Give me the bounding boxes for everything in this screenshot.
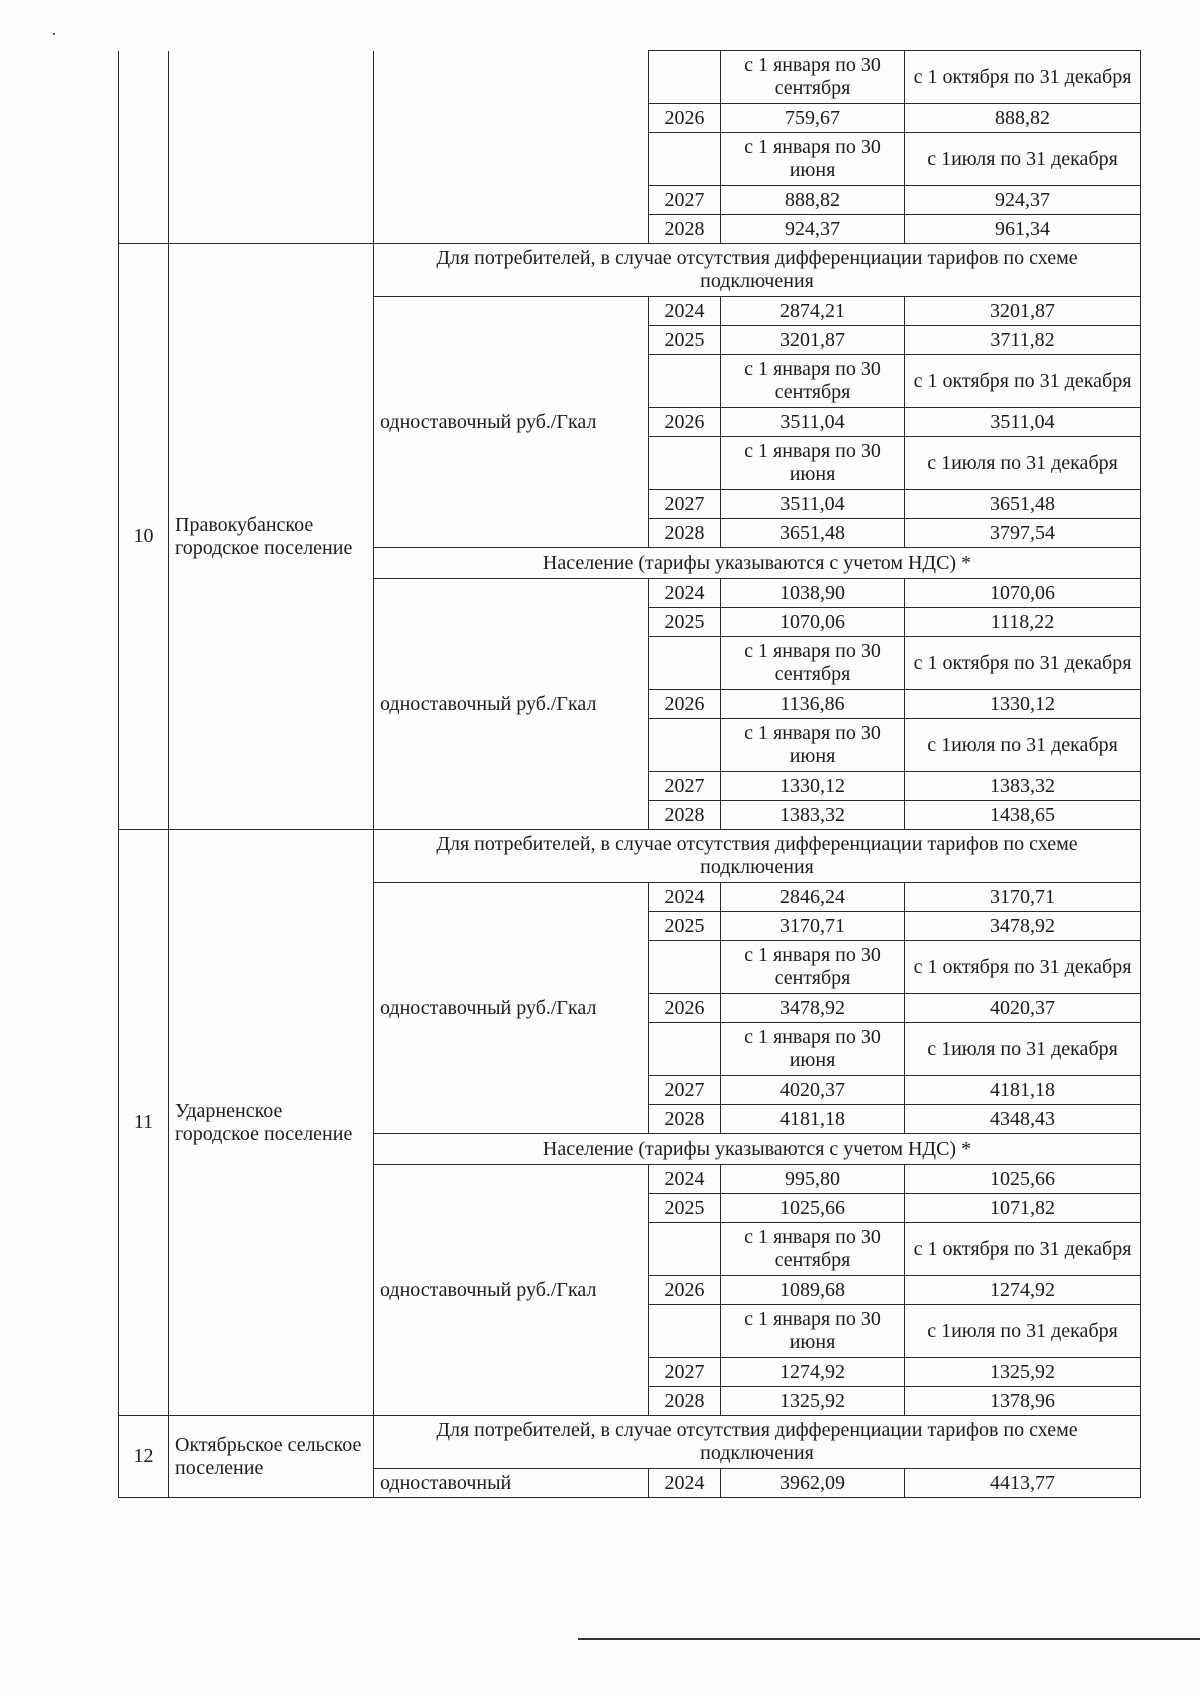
tariff-value-1: 1089,68: [721, 1276, 905, 1305]
tariff-value-2: 3511,04: [905, 408, 1141, 437]
row-index: 11: [119, 830, 169, 1416]
period-label-1: с 1 января по 30 сентября: [721, 355, 905, 408]
year-cell: 2027: [649, 490, 721, 519]
tariff-value-2: 3201,87: [905, 297, 1141, 326]
tariff-type: одноставочный: [374, 1469, 649, 1498]
year-cell: 2028: [649, 519, 721, 548]
year-cell-empty: [649, 1023, 721, 1076]
period-label-1: с 1 января по 30 сентября: [721, 941, 905, 994]
year-cell-empty: [649, 51, 721, 104]
tariff-value-1: 888,82: [721, 186, 905, 215]
period-label-2: с 1июля по 31 декабря: [905, 1305, 1141, 1358]
tariff-value-2: 1438,65: [905, 801, 1141, 830]
year-cell-empty: [649, 355, 721, 408]
tariff-value-1: 1025,66: [721, 1194, 905, 1223]
section-header-row: [119, 830, 1141, 883]
tariff-value-2: 1274,92: [905, 1276, 1141, 1305]
section-header: Население (тарифы указываются с учетом НДС) *: [374, 548, 1141, 579]
tariff-value-1: 1038,90: [721, 579, 905, 608]
year-cell-empty: [649, 133, 721, 186]
tariff-value-1: 2874,21: [721, 297, 905, 326]
municipality-name: Октябрьское сельское поселение: [169, 1416, 374, 1498]
tariff-value-2: 4020,37: [905, 994, 1141, 1023]
year-cell-empty: [649, 1223, 721, 1276]
period-label-1: с 1 января по 30 июня: [721, 719, 905, 772]
municipality-cell-empty: [169, 51, 374, 244]
table-row: [119, 51, 1141, 104]
year-cell-empty: [649, 941, 721, 994]
year-cell: 2027: [649, 1358, 721, 1387]
period-label-1: с 1 января по 30 июня: [721, 1023, 905, 1076]
tariff-value-2: 4348,43: [905, 1105, 1141, 1134]
tariff-table-body: [119, 51, 1141, 1498]
period-label-1: с 1 января по 30 июня: [721, 437, 905, 490]
section-header: Население (тарифы указываются с учетом НДС) *: [374, 1134, 1141, 1165]
tariff-value-1: 995,80: [721, 1165, 905, 1194]
year-cell: 2028: [649, 1387, 721, 1416]
tariff-value-2: 1383,32: [905, 772, 1141, 801]
tariff-value-2: 3478,92: [905, 912, 1141, 941]
period-label-1: с 1 января по 30 сентября: [721, 637, 905, 690]
row-index: 12: [119, 1416, 169, 1498]
tariff-value-2: 3711,82: [905, 326, 1141, 355]
year-cell: 2024: [649, 579, 721, 608]
tariff-value-2: 1025,66: [905, 1165, 1141, 1194]
year-cell: 2027: [649, 186, 721, 215]
year-cell: 2025: [649, 326, 721, 355]
section-header-row: [119, 244, 1141, 297]
year-cell-empty: [649, 437, 721, 490]
tariff-value-2: 4181,18: [905, 1076, 1141, 1105]
year-cell: 2026: [649, 690, 721, 719]
period-label-1: с 1 января по 30 июня: [721, 1305, 905, 1358]
tariff-value-1: 3511,04: [721, 408, 905, 437]
tariff-value-1: 1383,32: [721, 801, 905, 830]
period-label-1: с 1 января по 30 сентября: [721, 51, 905, 104]
tariff-value-2: 1378,96: [905, 1387, 1141, 1416]
section-header-row: [119, 1416, 1141, 1469]
section-header: Для потребителей, в случае отсутствия дифференциации тарифов по схеме подключения: [374, 244, 1141, 297]
tariff-value-2: 1070,06: [905, 579, 1141, 608]
tariff-value-1: 1274,92: [721, 1358, 905, 1387]
tariff-value-1: 924,37: [721, 215, 905, 244]
year-cell: 2028: [649, 215, 721, 244]
year-cell: 2028: [649, 1105, 721, 1134]
tariff-value-2: 1330,12: [905, 690, 1141, 719]
year-cell: 2025: [649, 912, 721, 941]
tariff-type: одноставочный руб./Гкал: [374, 579, 649, 830]
year-cell: 2024: [649, 1469, 721, 1498]
section-header: Для потребителей, в случае отсутствия дифференциации тарифов по схеме подключения: [374, 1416, 1141, 1469]
year-cell: 2027: [649, 772, 721, 801]
row-index: 10: [119, 244, 169, 830]
tariff-value-2: 1325,92: [905, 1358, 1141, 1387]
tariff-value-2: 3651,48: [905, 490, 1141, 519]
period-label-2: с 1июля по 31 декабря: [905, 133, 1141, 186]
tariff-value-1: 3511,04: [721, 490, 905, 519]
tariff-value-1: 2846,24: [721, 883, 905, 912]
scan-speck: [53, 33, 55, 35]
year-cell: 2026: [649, 994, 721, 1023]
year-cell: 2026: [649, 104, 721, 133]
tariff-value-2: 3170,71: [905, 883, 1141, 912]
year-cell: 2024: [649, 297, 721, 326]
period-label-2: с 1 октября по 31 декабря: [905, 637, 1141, 690]
tariff-value-2: 961,34: [905, 215, 1141, 244]
index-cell-empty: [119, 51, 169, 244]
tariff-value-1: 3170,71: [721, 912, 905, 941]
tariff-value-2: 4413,77: [905, 1469, 1141, 1498]
tariff-type: одноставочный руб./Гкал: [374, 297, 649, 548]
tariff-value-1: 4181,18: [721, 1105, 905, 1134]
year-cell-empty: [649, 637, 721, 690]
period-label-2: с 1 октября по 31 декабря: [905, 51, 1141, 104]
tariff-value-2: 888,82: [905, 104, 1141, 133]
year-cell: 2025: [649, 608, 721, 637]
tariff-value-2: 3797,54: [905, 519, 1141, 548]
period-label-2: с 1 октября по 31 декабря: [905, 1223, 1141, 1276]
year-cell: 2026: [649, 408, 721, 437]
year-cell-empty: [649, 719, 721, 772]
section-header: Для потребителей, в случае отсутствия дифференциации тарифов по схеме подключения: [374, 830, 1141, 883]
period-label-1: с 1 января по 30 сентября: [721, 1223, 905, 1276]
year-cell: 2024: [649, 883, 721, 912]
tariff-value-1: 3962,09: [721, 1469, 905, 1498]
tariff-value-2: 1071,82: [905, 1194, 1141, 1223]
tariff-type: одноставочный руб./Гкал: [374, 883, 649, 1134]
municipality-name: Правокубанское городское поселение: [169, 244, 374, 830]
year-cell: 2027: [649, 1076, 721, 1105]
tariff-table: [118, 50, 1141, 1498]
tariff-value-1: 3651,48: [721, 519, 905, 548]
tariff-value-2: 924,37: [905, 186, 1141, 215]
period-label-2: с 1июля по 31 декабря: [905, 719, 1141, 772]
tariff-value-2: 1118,22: [905, 608, 1141, 637]
tariff-value-1: 3478,92: [721, 994, 905, 1023]
year-cell: 2026: [649, 1276, 721, 1305]
period-label-1: с 1 января по 30 июня: [721, 133, 905, 186]
tariff-value-1: 3201,87: [721, 326, 905, 355]
tariff-type-cell-empty: [374, 51, 649, 244]
period-label-2: с 1 октября по 31 декабря: [905, 355, 1141, 408]
tariff-type: одноставочный руб./Гкал: [374, 1165, 649, 1416]
tariff-value-1: 1330,12: [721, 772, 905, 801]
year-cell-empty: [649, 1305, 721, 1358]
period-label-2: с 1июля по 31 декабря: [905, 437, 1141, 490]
municipality-name: Ударненское городское поселение: [169, 830, 374, 1416]
tariff-value-1: 759,67: [721, 104, 905, 133]
tariff-value-1: 4020,37: [721, 1076, 905, 1105]
period-label-2: с 1 октября по 31 декабря: [905, 941, 1141, 994]
year-cell: 2025: [649, 1194, 721, 1223]
period-label-2: с 1июля по 31 декабря: [905, 1023, 1141, 1076]
year-cell: 2028: [649, 801, 721, 830]
tariff-value-1: 1325,92: [721, 1387, 905, 1416]
page-bottom-rule: [578, 1638, 1200, 1640]
tariff-value-1: 1136,86: [721, 690, 905, 719]
tariff-value-1: 1070,06: [721, 608, 905, 637]
year-cell: 2024: [649, 1165, 721, 1194]
